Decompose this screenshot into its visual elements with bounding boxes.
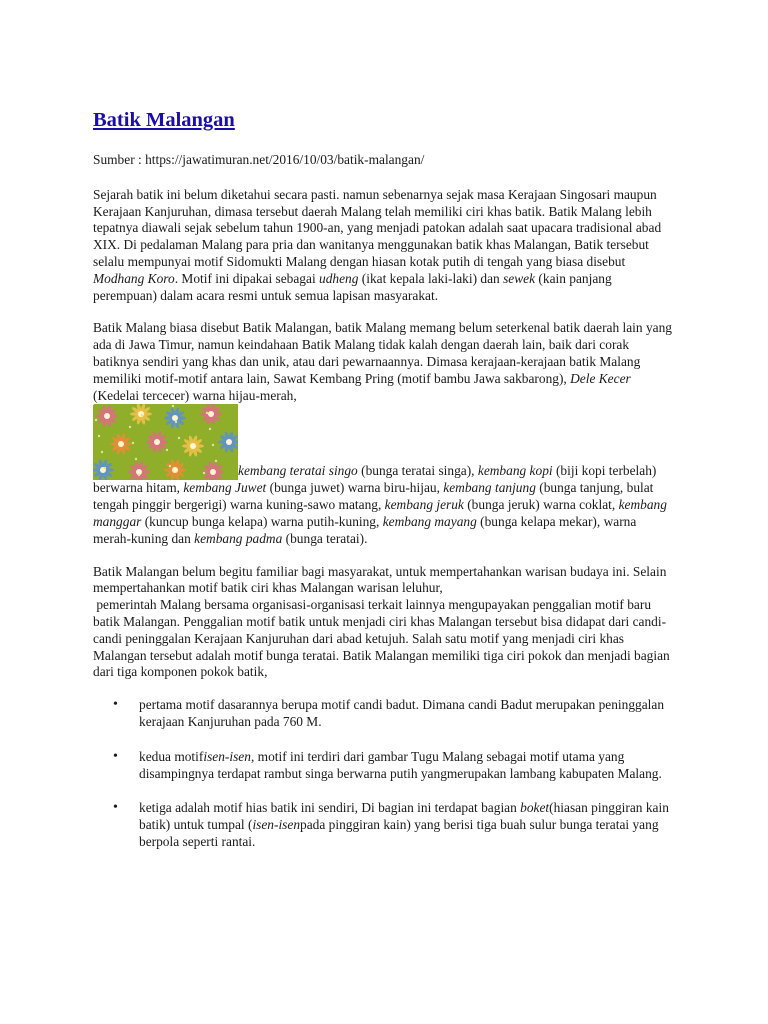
source-line: Sumber : https://jawatimuran.net/2016/10/03/batik-malangan/ (93, 152, 425, 167)
batik-fabric-image (93, 404, 238, 480)
title-link[interactable]: Batik Malangan (93, 109, 235, 131)
paragraph-history: Sejarah batik ini belum diketahui secara pasti. namun sebenarnya sejak masa Kerajaan Singosari maupun Kerajaan Kanjuruhan, dimasa tersebut daerah Malang telah memiliki ciri khas batik. Batik Malang lebih tepatnya diawali sejak sebelum tahun 1900-an, yang menjadi patokan adalah saat upacara tradisional abad XIX. Di pedalaman Malang para pria dan wanitanya menggunakan batik khas Malangan, Batik tersebut selalu mempunyai motif Sidomukti Malang dengan hiasan kotak putih di tengah yang biasa disebut Modhang Koro. Motif ini dipakai sebagai udheng (ikat kepala laki-laki) dan sewek (kain panjang perempuan) dalam acara resmi untuk semua lapisan masyarakat. (93, 186, 662, 303)
page-title (93, 108, 673, 132)
document-body (93, 108, 673, 869)
bullet-icon: • (113, 697, 118, 713)
bullet-icon: • (113, 748, 118, 764)
list-item: • kedua motifisen-isen, motif ini terdiri dari gambar Tugu Malang sebagai motif utama yang disampingnya terdapat rambut singa berwarna putih yangmerupakan lambang kabupaten Malang. (113, 748, 662, 781)
characteristics-list (93, 697, 673, 851)
paragraph-preservation: Batik Malangan belum begitu familiar bagi masyarakat, untuk mempertahankan warisan budaya ini. Selain mempertahankan motif batik ciri khas Malangan warisan leluhur, pemerintah Malang bersama organisasi-organisasi terkait lainnya mengupayakan penggalian motif baru batik Malangan. Penggalian motif batik untuk menjadi ciri khas Malangan tersebut bisa didapat dari candi-candi peninggalan Kerajaan Kanjuruhan dari abad ketujuh. Salah satu motif yang menjadi ciri khas Malangan tersebut adalah motif bunga teratai. Batik Malangan memiliki tiga ciri pokok dan menjadi bagian dari tiga komponen pokok batik, (93, 563, 670, 680)
bullet-icon: • (113, 800, 118, 816)
list-item: • pertama motif dasarannya berupa motif candi badut. Dimana candi Badut merupakan peninggalan kerajaan Kanjuruhan pada 760 M. (113, 697, 665, 729)
paragraph-motifs: Batik Malang biasa disebut Batik Malangan, batik Malang memang belum seterkenal batik daerah lain yang ada di Jawa Timur, namun keindahaan Batik Malang tidak kalah dengan daerah lain, baik dari corak batiknya sendiri yang khas dan unik, atau dari pewarnaannya. Dimasa kerajaan-kerajaan batik Malang memiliki motif-motif antara lain, Sawat Kembang Pring (motif bambu Jawa sakbarong), Dele Kecer (Kedelai tercecer) warna hijau-merah, kembang teratai singo (bunga teratai singa), kembang kopi (biji kopi terbelah) berwarna hitam, kembang Juwet (bunga juwet) warna biru-hijau, kembang tanjung (bunga tanjung, bulat tengah pinggir bergerigi) warna kuning-sawo matang, kembang jeruk (bunga jeruk) warna coklat, kembang manggar (kuncup bunga kelapa) warna putih-kuning, kembang mayang (bunga kelapa mekar), warna merah-kuning dan kembang padma (bunga teratai). (93, 320, 672, 546)
list-item: • ketiga adalah motif hias batik ini sendiri, Di bagian ini terdapat bagian boket(hiasan pinggiran kain batik) untuk tumpal (isen-isenpada pinggiran kain) yang berisi tiga buah sulur bunga teratai yang berpola seperti rantai. (113, 800, 669, 849)
